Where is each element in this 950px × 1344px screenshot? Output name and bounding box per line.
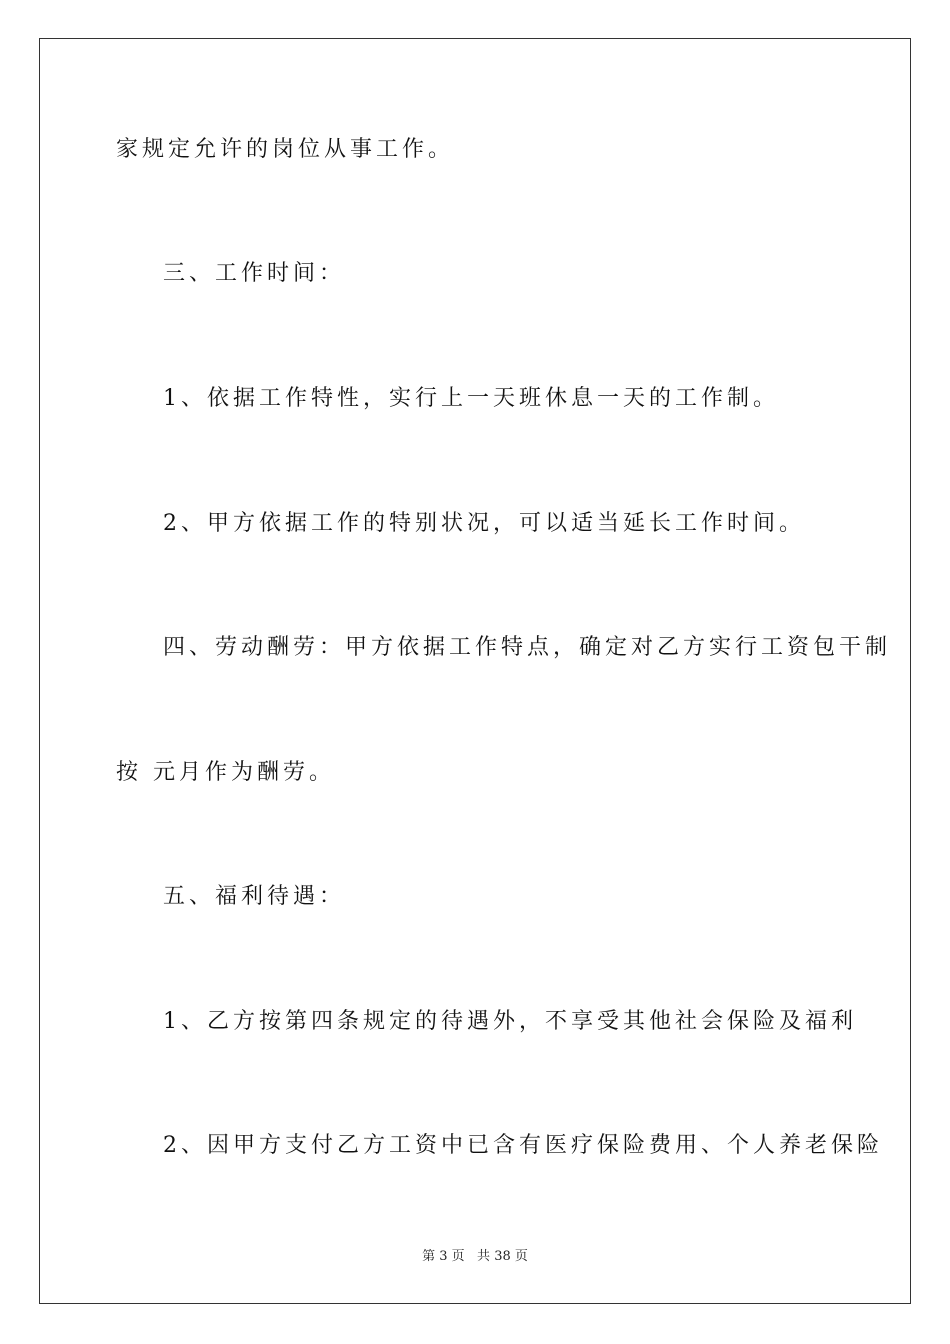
page-number-footer: 第 3 页 共 38 页: [422, 1249, 528, 1264]
section-heading-benefits: 五、福利待遇：: [163, 884, 346, 909]
page-border: [39, 38, 911, 1304]
clause-benefits-2: 2、因甲方支付乙方工资中已含有医疗保险费用、个人养老保险: [163, 1133, 883, 1158]
text-line-continuation: 家规定允许的岗位从事工作。: [116, 137, 455, 162]
text-line-compensation-continuation: 按 元月作为酬劳。: [116, 760, 335, 785]
clause-work-hours-2: 2、甲方依据工作的特别状况，可以适当延长工作时间。: [163, 511, 805, 536]
section-heading-compensation: 四、劳动酬劳：甲方依据工作特点，确定对乙方实行工资包干制: [163, 635, 892, 660]
clause-benefits-1: 1、乙方按第四条规定的待遇外，不享受其他社会保险及福利: [163, 1009, 857, 1034]
section-heading-work-hours: 三、工作时间：: [163, 261, 346, 286]
clause-work-hours-1: 1、依据工作特性，实行上一天班休息一天的工作制。: [163, 386, 779, 411]
